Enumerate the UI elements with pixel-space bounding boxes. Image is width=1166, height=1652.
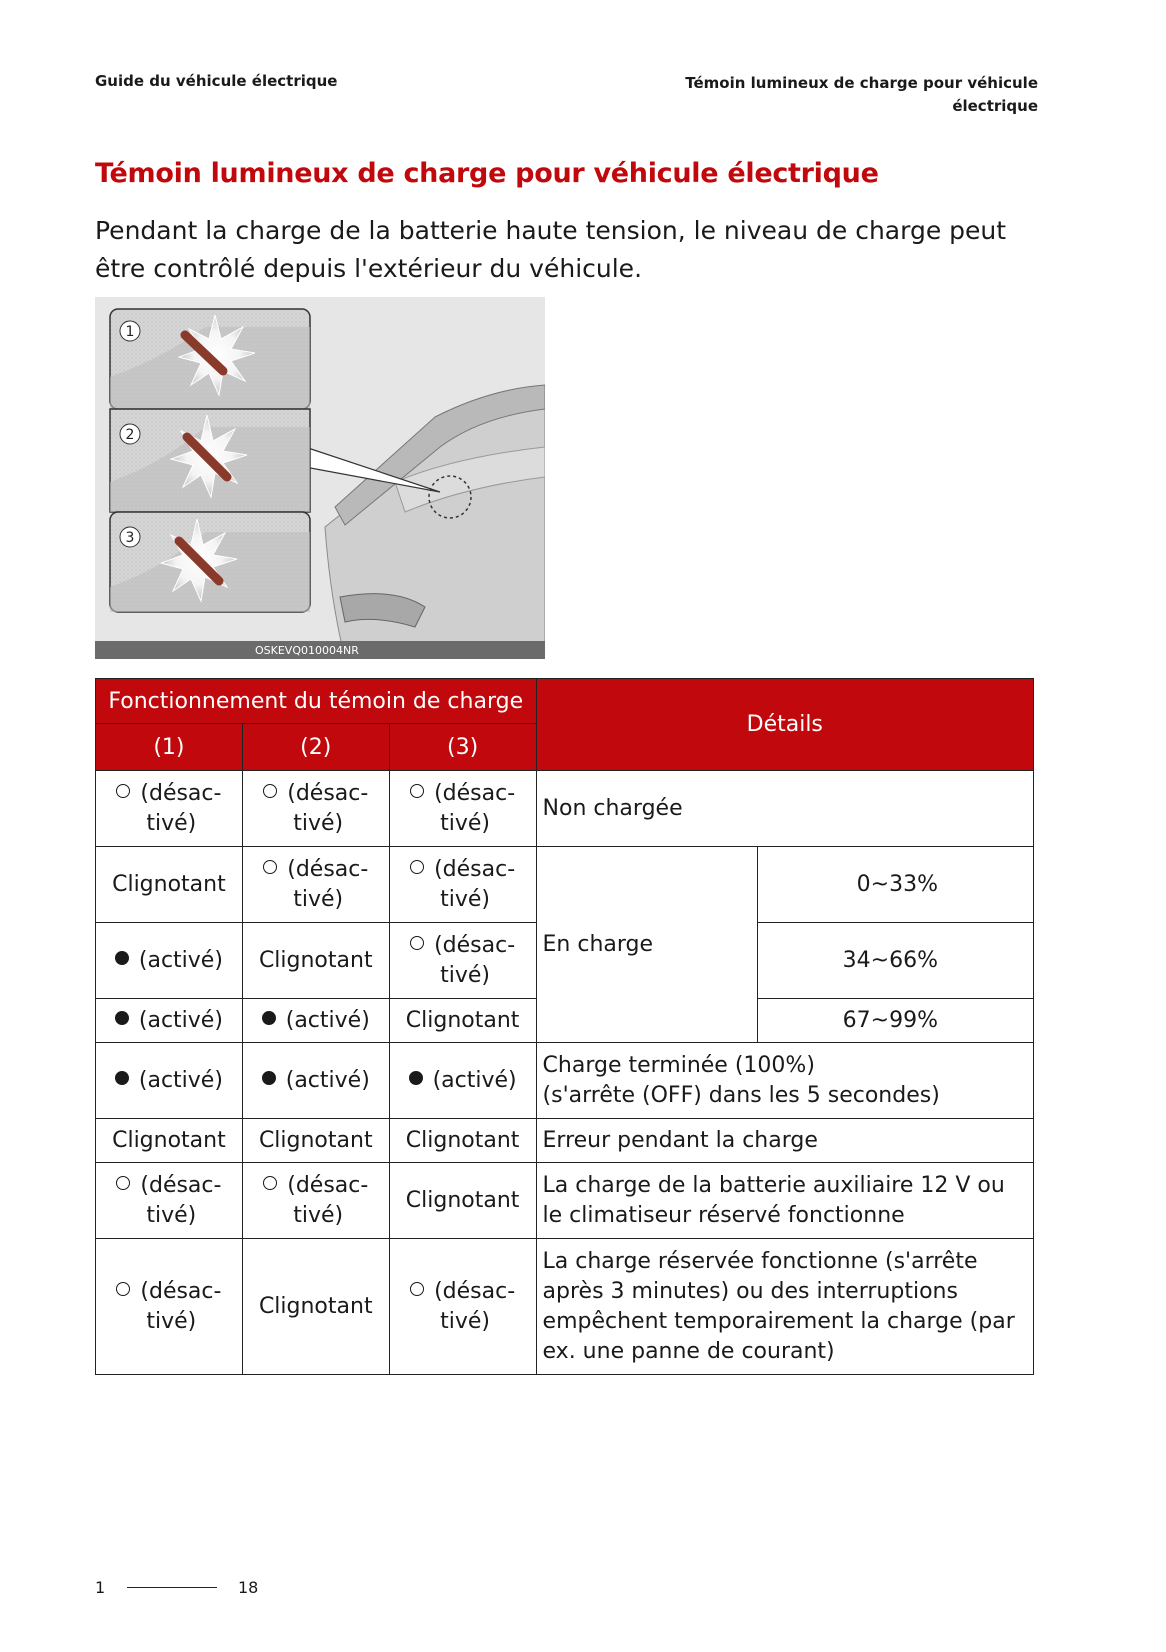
off-indicator-icon [410,936,424,950]
on-indicator-icon [262,1011,276,1025]
state-off: (désac- tivé) [263,1171,368,1231]
running-header-left: Guide du véhicule électrique [95,72,338,90]
detail-pct-2: 34~66% [757,923,1033,999]
callout-1: 1 [125,324,135,340]
detail-not-charging: Non chargée [536,771,1033,847]
state-off: (désac- tivé) [116,779,221,839]
off-indicator-icon [116,784,130,798]
inset-panel-1 [110,309,310,409]
off-indicator-icon [410,1282,424,1296]
off-indicator-icon [263,784,277,798]
table-row [96,1163,1034,1239]
state-blink: Clignotant [96,1119,243,1163]
on-indicator-icon [115,951,129,965]
detail-pct-3: 67~99% [757,999,1033,1043]
charge-indicator-illustration [95,297,545,659]
col-header-3: (3) [389,724,536,771]
intro-paragraph: Pendant la charge de la batterie haute tension, le niveau de charge peut être contrôlé depuis l'extérieur du véhicule. [95,216,1007,283]
details-header: Détails [536,679,1033,771]
state-blink: Clignotant [242,1119,389,1163]
inset-panel-2 [110,409,310,512]
illustration-svg [95,297,545,659]
running-header-right: Témoin lumineux de charge pour véhicule électrique [685,74,1038,115]
col-header-1: (1) [96,724,243,771]
detail-complete: Charge terminée (100%) (s'arrête (OFF) dans les 5 secondes) [536,1043,1033,1119]
footer-divider [127,1587,217,1588]
table-row [96,847,1034,923]
state-off: (désac- tivé) [410,779,515,839]
state-blink: Clignotant [242,1239,389,1375]
on-indicator-icon [115,1011,129,1025]
detail-error: Erreur pendant la charge [536,1119,1033,1163]
state-blink: Clignotant [389,1163,536,1239]
detail-reserved: La charge réservée fonctionne (s'arrête après 3 minutes) ou des interruptions empêchent temporairement la charge (par ex. une panne de courant) [536,1239,1033,1375]
charge-indicator-table [95,678,1034,1375]
col-header-2: (2) [242,724,389,771]
state-blink: Clignotant [389,1119,536,1163]
off-indicator-icon [263,1176,277,1190]
off-indicator-icon [116,1176,130,1190]
group-header: Fonctionnement du témoin de charge [96,679,537,724]
figure-code: OSKEVQ010004NR [255,644,359,657]
section-number: 1 [95,1578,106,1597]
page-number: 18 [238,1578,259,1597]
page-footer [95,1578,259,1597]
table-row [96,1119,1034,1163]
state-blink: Clignotant [96,847,243,923]
table-row: (activé) (activé) Clignotant 67~99% [96,999,1034,1043]
state-blink: Clignotant [242,923,389,999]
off-indicator-icon [410,784,424,798]
table-row: (activé) Clignotant (désac- tivé) 34~66% [96,923,1034,999]
detail-aux: La charge de la batterie auxiliaire 12 V ou le climatiseur réservé fonctionne [536,1163,1033,1239]
off-indicator-icon [410,860,424,874]
state-off: (désac- tivé) [410,1277,515,1337]
callout-2: 2 [125,427,135,443]
table-row [96,1239,1034,1375]
table-row: (activé) (activé) (activé) Charge terminée (100%) (s'arrête (OFF) dans les 5 secondes) [96,1043,1034,1119]
on-indicator-icon [409,1071,423,1085]
on-indicator-icon [115,1071,129,1085]
detail-pct-1: 0~33% [757,847,1033,923]
state-off: (désac- tivé) [263,855,368,915]
state-off: (désac- tivé) [116,1277,221,1337]
table-row [96,771,1034,847]
state-off: (désac- tivé) [410,855,515,915]
page-title: Témoin lumineux de charge pour véhicule électrique [95,158,879,189]
state-off: (désac- tivé) [263,779,368,839]
on-indicator-icon [262,1071,276,1085]
inset-panel-3 [110,512,310,612]
off-indicator-icon [116,1282,130,1296]
state-blink: Clignotant [389,999,536,1043]
off-indicator-icon [263,860,277,874]
state-off: (désac- tivé) [410,931,515,991]
state-off: (désac- tivé) [116,1171,221,1231]
detail-charging: En charge [536,847,757,1043]
callout-3: 3 [125,530,135,546]
